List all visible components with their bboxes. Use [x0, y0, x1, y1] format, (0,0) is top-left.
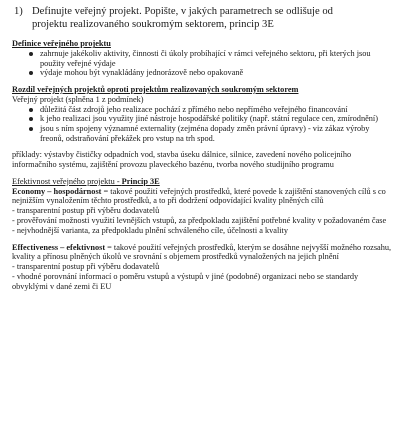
effectiveness-dash-item: - vhodné porovnání informací o poměru vstupů a výstupů v jiné (podobné) organizaci nebo se standardy obvyklými v dané zemi či EU — [12, 271, 359, 291]
list-item-text: jsou s ním spojeny významné externality (zejména dopady změn právní úpravy) - viz zákaz výroby freonů, odstraňování překážek pro vstup na trh spod. — [40, 123, 370, 143]
economy-dash-item: - transparentní postup při výběru dodavatelů — [12, 206, 160, 216]
efficiency-heading — [12, 177, 392, 187]
list-item-text: zahrnuje jakékoliv aktivity, činnosti či úkoly probíhající v rámci veřejného sektoru, při kterých jsou použity veřejné výdaje — [40, 49, 371, 68]
bullet-icon — [29, 52, 33, 56]
list-item-text: k jeho realizaci jsou využity jiné nástroje hospodářské politiky (např. státní regulace cen, zmírodnění) — [40, 114, 378, 124]
economy-lead: Economy – hospodárnost — [12, 186, 102, 196]
bullet-icon — [29, 127, 33, 131]
economy-dash-item: - nejvhodnější varianta, za předpokladu plnění schváleného cíle, účelnosti a kvality — [12, 225, 289, 235]
economy-dash-item: - prověřování možnosti využití levnějších vstupů, za předpokladu zajištění potřebné kvality v požadovaném čase — [12, 215, 387, 225]
effectiveness-text: = takové použití veřejných prostředků, kterým se dosáhne nejvyšší možného rozsahu, kvality a přínosu plněných úkolů ve srovnání s objemem prostředků vynaložených na jejich plnění — [12, 242, 392, 262]
economy-paragraph — [12, 187, 392, 207]
difference-list — [12, 105, 392, 143]
effectiveness-lead: Effectiveness – efektivnost — [12, 242, 106, 252]
list-item — [32, 124, 392, 143]
examples-paragraph: příklady: výstavby čističky odpadních vod, stavba úseku dálnice, silnice, zavedení nového policejního informačního systému, zajištění provozu plaveckého bazénu, tvorba nového studijního programu — [12, 150, 352, 169]
efficiency-heading-bold: Princip 3E — [121, 176, 160, 186]
effectiveness-dash-item: - transparentní postup při výběru dodavatelů — [12, 262, 160, 272]
efficiency-heading-prefix: Efektivnost veřejného projektu - — [12, 176, 122, 186]
list-item — [32, 105, 392, 115]
list-item-text: důležitá část zdrojů jeho realizace pochází z přímého nebo nepřímého veřejného financování — [40, 104, 348, 114]
list-item — [32, 49, 392, 68]
economy-text: = takové použití veřejných prostředků, které povede k zajištění stanovených cílů s co nejnižším vynaložením těchto prostředků, a to při dodržení odpovídající kvality plněných cílů — [12, 186, 386, 206]
bullet-icon — [29, 108, 33, 112]
difference-heading: Rozdíl veřejných projektů oproti projektům realizovaných soukromým sektorem — [12, 84, 299, 94]
question — [12, 6, 392, 31]
effectiveness-paragraph — [12, 243, 392, 263]
list-item — [32, 114, 392, 124]
question-text: Definujte veřejný projekt. Popište, v jakých parametrech se odlišuje od projektu realizovaného soukromým sektorem, princip 3E — [32, 6, 333, 30]
difference-intro: Veřejný projekt (splněna 1 z podmínek) — [12, 94, 144, 104]
definition-heading: Definice veřejného projektu — [12, 39, 111, 49]
bullet-icon — [29, 117, 33, 121]
list-item-text: výdaje mohou být vynakládány jednorázově nebo opakovaně — [40, 68, 244, 78]
list-item — [32, 68, 392, 78]
question-number: 1) — [14, 6, 23, 17]
bullet-icon — [29, 71, 33, 75]
definition-list — [12, 49, 392, 78]
